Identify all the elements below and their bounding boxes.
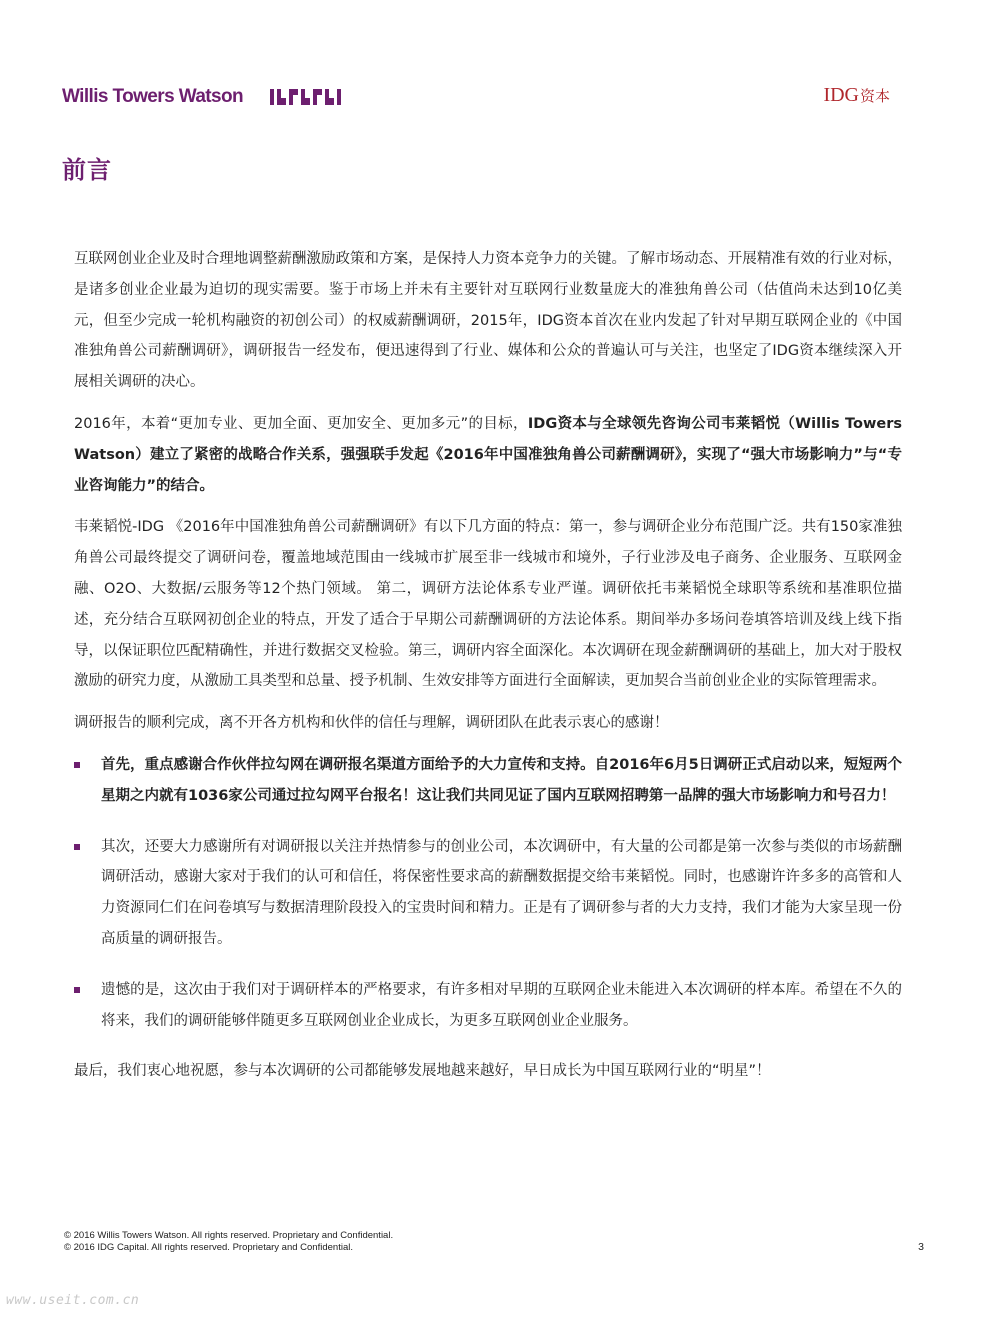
square-bullet-icon: [74, 987, 80, 993]
thanks-list: [74, 750, 902, 1036]
paragraph-partnership-bold: IDG资本与全球领先咨询公司韦莱韬悦（Willis Towers Watson）建立了紧密的战略合作关系，强强联手发起《2016年中国准独角兽公司薪酬调研》，实现了“强大市场影响力”与“专业咨询能力”的结合。: [74, 415, 902, 494]
square-bullet-icon: [74, 762, 80, 768]
list-item: [74, 975, 902, 1037]
footer-copyright: [64, 1230, 393, 1254]
page-number: 3: [918, 1241, 924, 1253]
paragraph-intro: 互联网创业企业及时合理地调整薪酬激励政策和方案，是保持人力资本竞争力的关键。了解市场动态、开展精准有效的行业对标，是诸多创业企业最为迫切的现实需要。鉴于市场上并未有主要针对互联网行业数量庞大的准独角兽公司（估值尚未达到10亿美元，但至少完成一轮机构融资的初创公司）的权威薪酬调研，2015年，IDG资本首次在业内发起了针对早期互联网企业的《中国准独角兽公司薪酬调研》，调研报告一经发布，便迅速得到了行业、媒体和公众的普遍认可与关注，也坚定了IDG资本继续深入开展相关调研的决心。: [74, 251, 902, 391]
list-item-text: 遗憾的是，这次由于我们对于调研样本的严格要求，有许多相对早期的互联网企业未能进入本次调研的样本库。希望在不久的将来，我们的调研能够伴随更多互联网创业企业成长，为更多互联网创业企业服务。: [101, 981, 902, 1029]
paragraph-closing: 最后，我们衷心地祝愿，参与本次调研的公司都能够发展地越来越好，早日成长为中国互联网行业的“明星”！: [74, 1063, 771, 1080]
paragraph-thanks: 调研报告的顺利完成，离不开各方机构和伙伴的信任与理解，调研团队在此表示衷心的感谢！: [74, 715, 669, 732]
paragraph-features: 韦莱韬悦-IDG 《2016年中国准独角兽公司薪酬调研》有以下几方面的特点：第一，参与调研企业分布范围广泛。共有150家准独角兽公司最终提交了调研问卷，覆盖地域范围由一线城市扩展至非一线城市和境外，子行业涉及电子商务、企业服务、互联网金融、O2O、大数据/云服务等12个热门领域。 第二，调研方法论体系专业严谨。调研依托韦莱韬悦全球职等系统和基准职位描述，充分结合互联网初创企业的特点，开发了适合于早期公司薪酬调研的方法论体系。期间举办多场问卷填答培训及线上线下指导，以保证职位匹配精确性，并进行数据交叉检验。第三，调研内容全面深化。本次调研在现金薪酬调研的基础上，加大对于股权激励的研究力度，从激励工具类型和总量、授予机制、生效安排等方面进行全面解读，更加契合当前创业企业的实际管理需求。: [74, 519, 902, 690]
list-item: [74, 750, 902, 812]
list-item: [74, 832, 902, 955]
wtw-logo-mark-icon: [270, 89, 342, 105]
watermark-text: www.useit.com.cn: [6, 1293, 140, 1308]
willis-towers-watson-logo: Willis Towers Watson: [62, 86, 244, 107]
idg-logo-latin: IDG: [823, 84, 859, 106]
main-content: [74, 244, 902, 1098]
paragraph-partnership: [74, 409, 902, 501]
square-bullet-icon: [74, 844, 80, 850]
copyright-wtw: © 2016 Willis Towers Watson. All rights reserved. Proprietary and Confidential.: [64, 1230, 394, 1241]
page-header: [62, 84, 890, 114]
list-item-text: 其次，还要大力感谢所有对调研报以关注并热情参与的创业公司，本次调研中，有大量的公司都是第一次参与类似的市场薪酬调研活动，感谢大家对于我们的认可和信任，将保密性要求高的薪酬数据提交给韦莱韬悦。同时，也感谢许许多多的高管和人力资源同仁们在问卷填写与数据清理阶段投入的宝贵时间和精力。正是有了调研参与者的大力支持，我们才能为大家呈现一份高质量的调研报告。: [101, 838, 902, 947]
paragraph-partnership-normal: 2016年，本着“更加专业、更加全面、更加安全、更加多元”的目标，: [74, 415, 528, 432]
idg-logo-chinese: 资本: [859, 87, 890, 105]
list-item-text: 首先，重点感谢合作伙伴拉勾网在调研报名渠道方面给予的大力宣传和支持。自2016年6月5日调研正式启动以来，短短两个星期之内就有1036家公司通过拉勾网平台报名！这让我们共同见证了国内互联网招聘第一品牌的强大市场影响力和号召力！: [101, 756, 902, 804]
idg-capital-logo: [823, 84, 890, 107]
page-title: 前言: [62, 156, 112, 184]
copyright-idg: © 2016 IDG Capital. All rights reserved. Proprietary and Confidential.: [64, 1242, 353, 1253]
